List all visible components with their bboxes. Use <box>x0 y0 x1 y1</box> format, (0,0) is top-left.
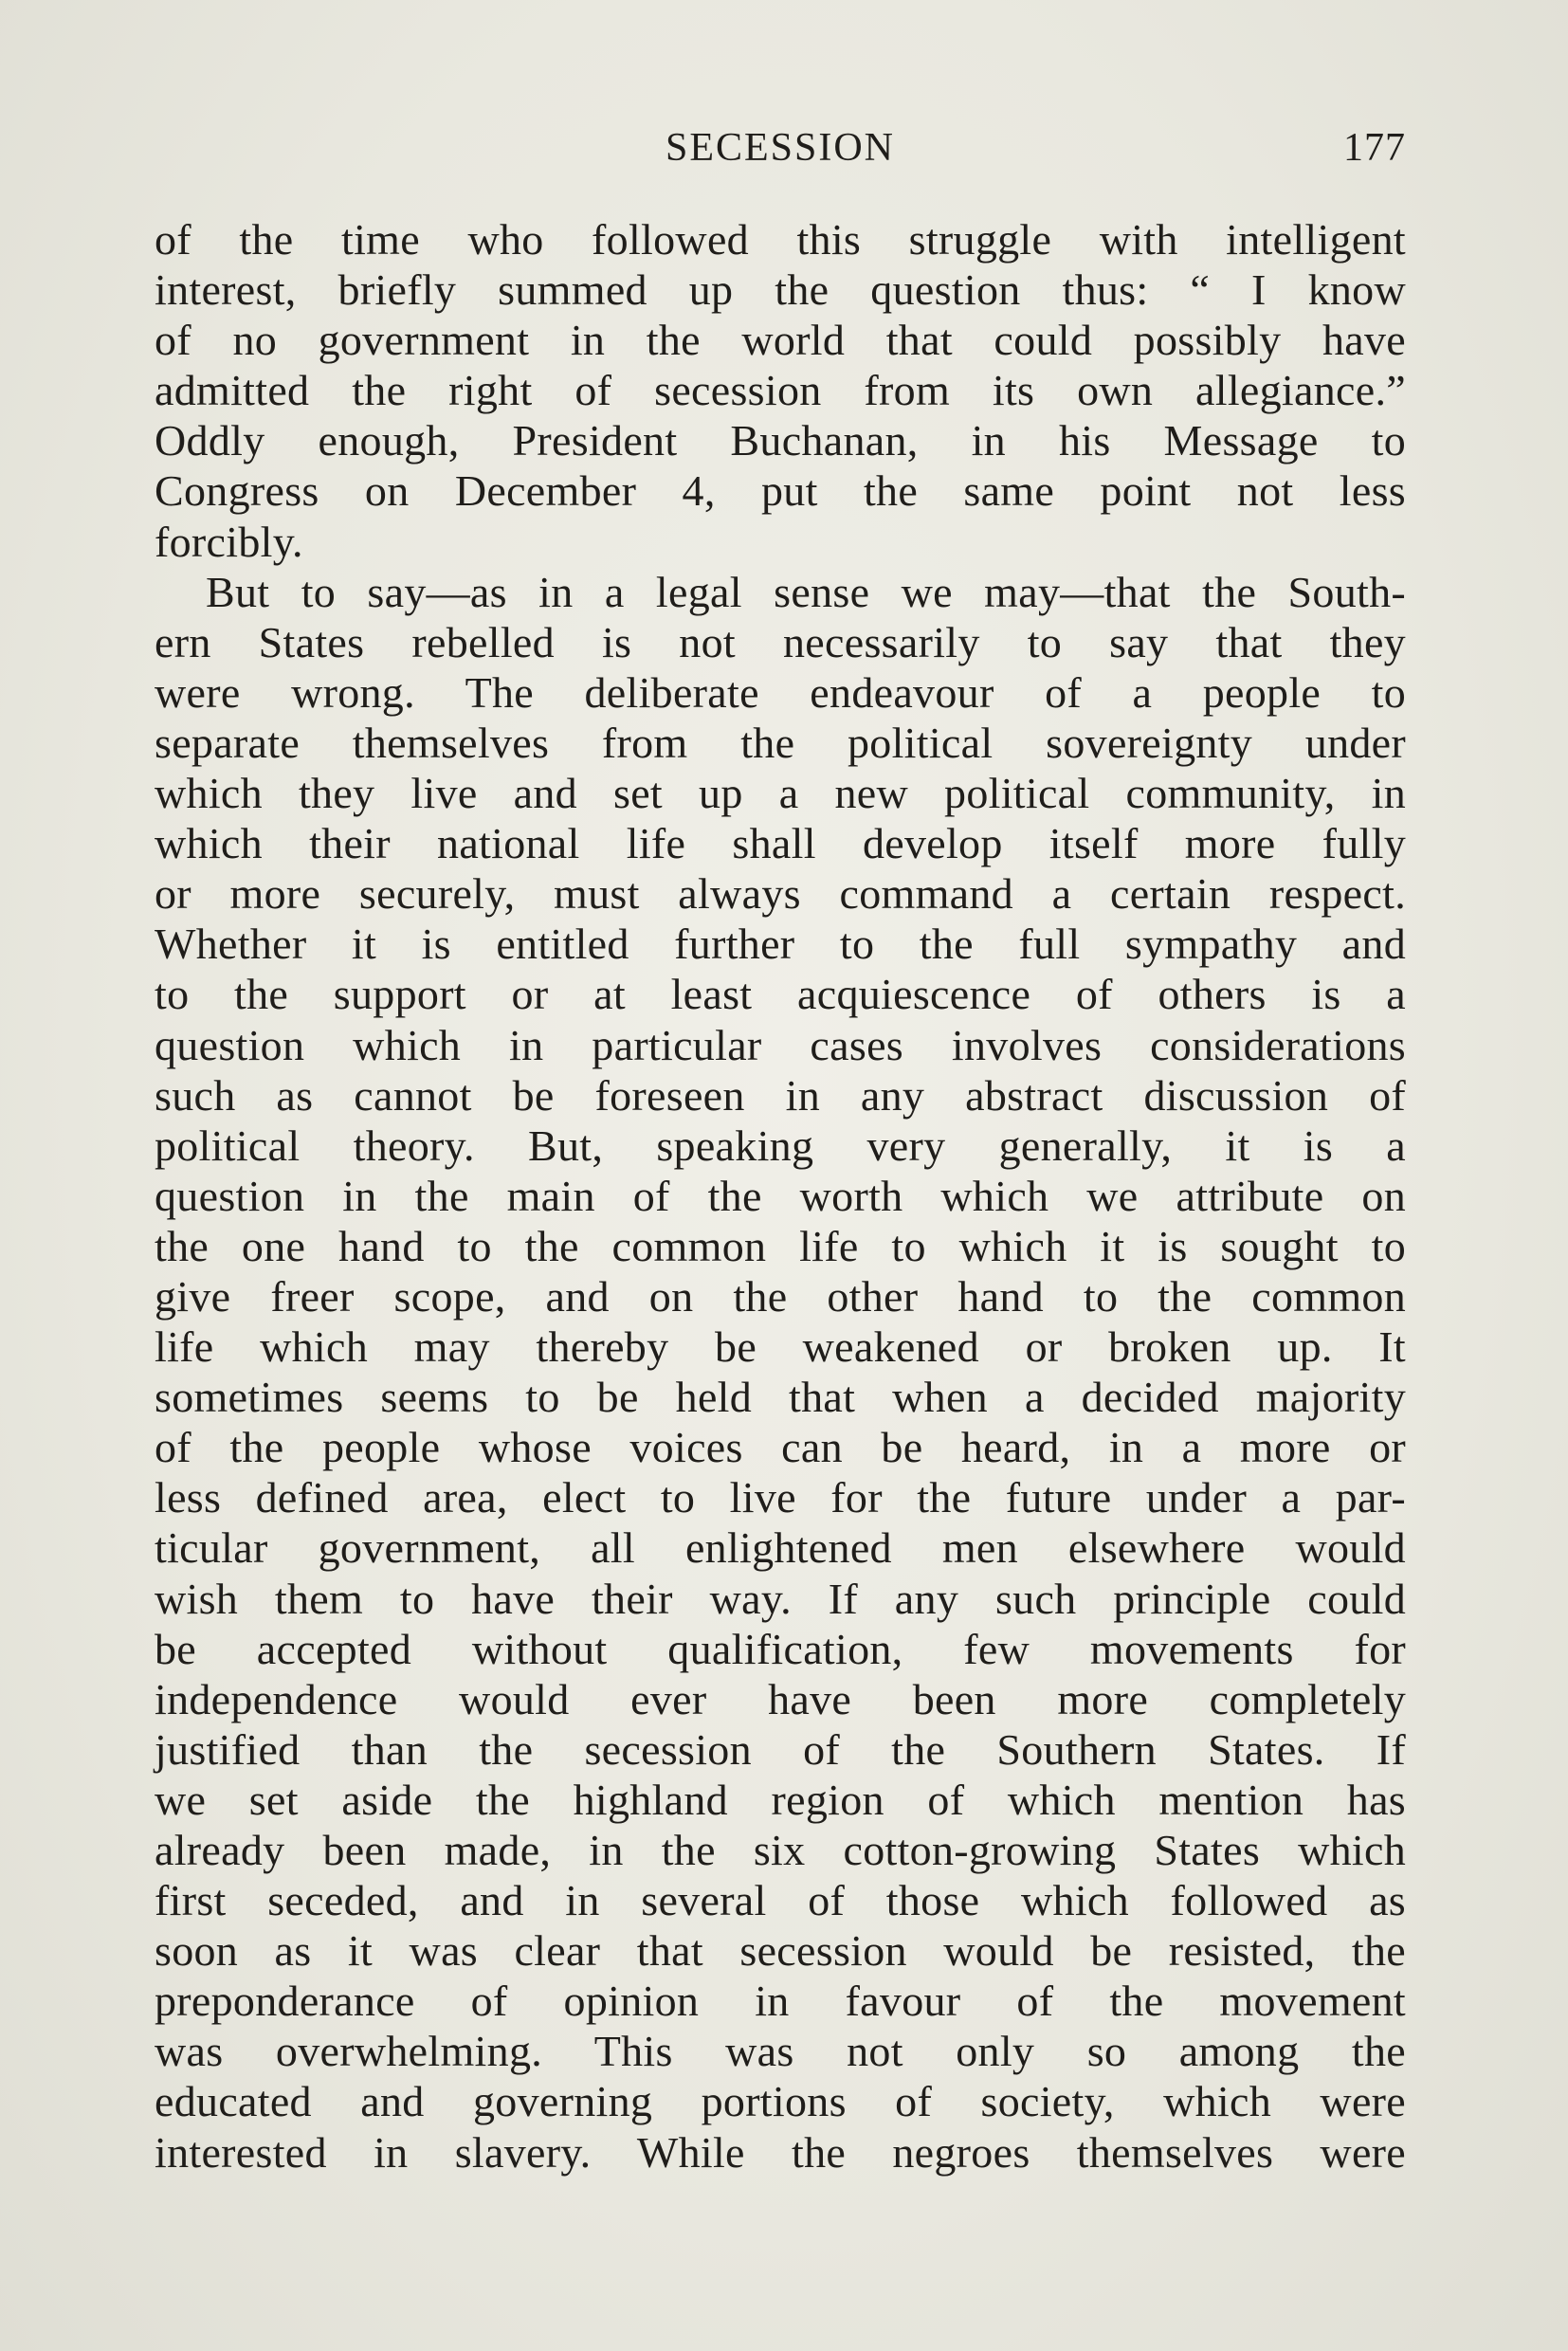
text-line: of the time who followed this struggle with intelligent <box>155 215 1406 264</box>
text-line: was overwhelming. This was not only so among the <box>155 2027 1406 2076</box>
text-line: independence would ever have been more completely <box>155 1674 1406 1723</box>
text-line: interested in slavery. While the negroes themselves were <box>155 2127 1406 2177</box>
text-line: sometimes seems to be held that when a decided majority <box>155 1373 1406 1422</box>
text-line: separate themselves from the political sovereignty under <box>155 718 1406 767</box>
text-line: which they live and set up a new political community, in <box>155 769 1406 818</box>
text-line: Whether it is entitled further to the full sympathy and <box>155 920 1406 969</box>
text-line: or more securely, must always command a certain respect. <box>155 869 1406 919</box>
text-line: educated and governing portions of society, which were <box>155 2077 1406 2126</box>
text-line: admitted the right of secession from its own allegiance.” <box>155 366 1406 415</box>
chapter-title: SECESSION <box>665 126 896 170</box>
text-line: we set aside the highland region of which mention has <box>155 1775 1406 1824</box>
text-line: were wrong. The deliberate endeavour of a people to <box>155 667 1406 717</box>
text-line: political theory. But, speaking very generally, it is a <box>155 1121 1406 1170</box>
text-line: question which in particular cases involves considerations <box>155 1020 1406 1069</box>
text-line: Congress on December 4, put the same point not less <box>155 466 1406 516</box>
text-line: preponderance of opinion in favour of the movement <box>155 1977 1406 2026</box>
running-head <box>155 125 1406 182</box>
text-line: less defined area, elect to live for the future under a par- <box>155 1473 1406 1522</box>
text-line: first seceded, and in several of those which followed as <box>155 1876 1406 1925</box>
text-line: Oddly enough, President Buchanan, in his Message to <box>155 416 1406 465</box>
text-line: of no government in the world that could possibly have <box>155 316 1406 365</box>
book-page <box>155 125 1406 2230</box>
text-line: wish them to have their way. If any such principle could <box>155 1574 1406 1623</box>
text-line: question in the main of the worth which we attribute on <box>155 1171 1406 1220</box>
text-line: interest, briefly summed up the question thus: “ I know <box>155 265 1406 315</box>
text-line: give freer scope, and on the other hand to the common <box>155 1271 1406 1321</box>
text-line: forcibly. <box>155 517 303 566</box>
text-line: already been made, in the six cotton-growing States which <box>155 1826 1406 1874</box>
page-number: 177 <box>1343 126 1406 170</box>
text-line: ticular government, all enlightened men elsewhere would <box>155 1523 1406 1573</box>
text-line: which their national life shall develop itself more fully <box>155 819 1406 868</box>
text-line: to the support or at least acquiescence of others is a <box>155 970 1406 1019</box>
text-line: life which may thereby be weakened or broken up. It <box>155 1322 1406 1372</box>
text-line: ern States rebelled is not necessarily to say that they <box>155 617 1406 666</box>
text-line: of the people whose voices can be heard, in a more or <box>155 1423 1406 1472</box>
text-line: be accepted without qualification, few movements for <box>155 1624 1406 1673</box>
text-line: justified than the secession of the Southern States. If <box>155 1724 1406 1774</box>
body-text <box>155 214 1406 2178</box>
text-line: But to say—as in a legal sense we may—that the South- <box>206 567 1406 616</box>
text-line: such as cannot be foreseen in any abstract discussion of <box>155 1070 1406 1120</box>
text-line: soon as it was clear that secession would be resisted, the <box>155 1926 1406 1976</box>
text-line: the one hand to the common life to which it is sought to <box>155 1221 1406 1270</box>
